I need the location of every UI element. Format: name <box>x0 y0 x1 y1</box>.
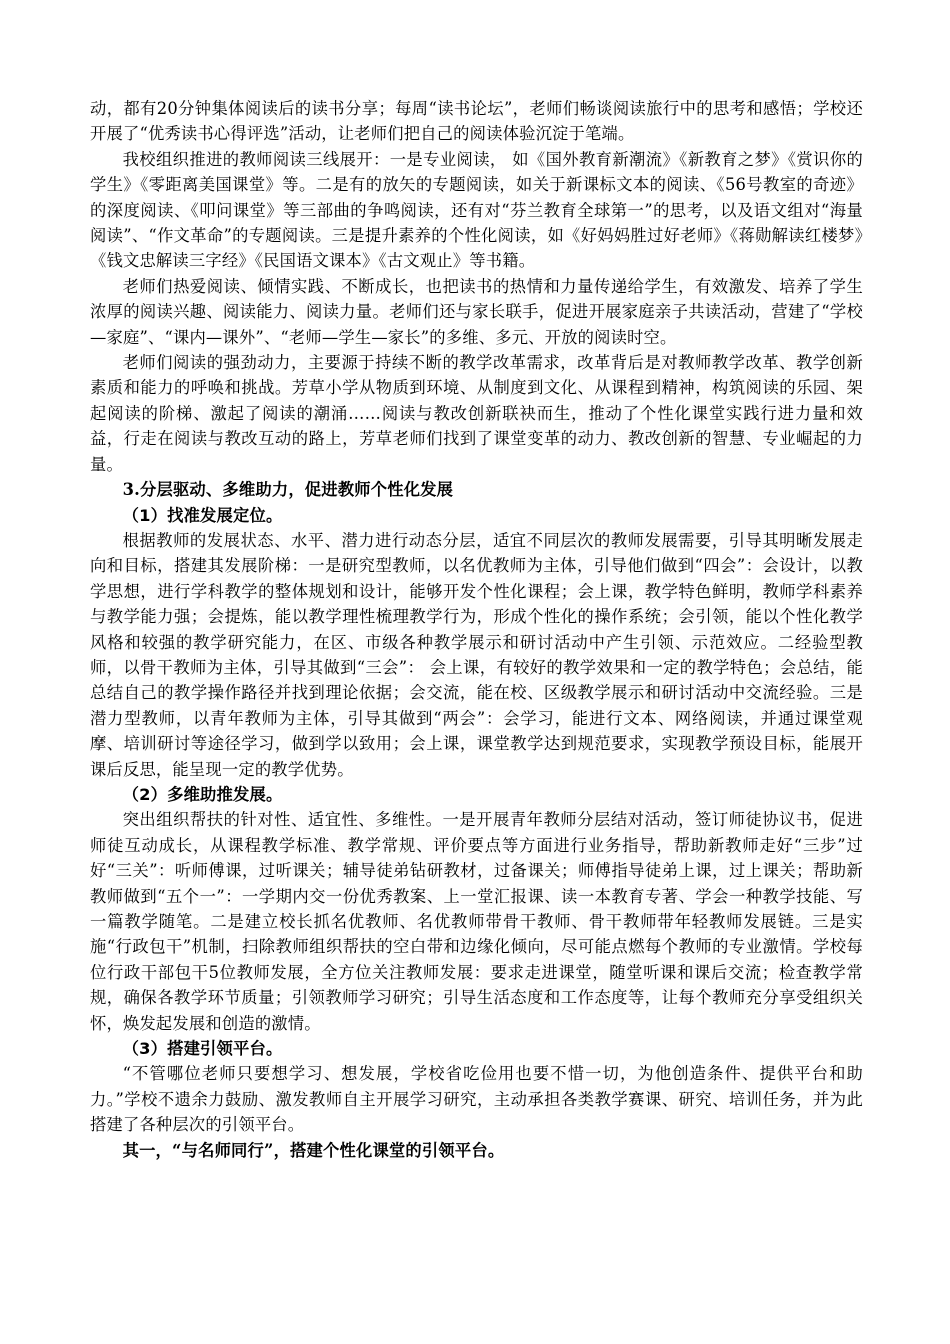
paragraph-mentoring: 突出组织帮扶的针对性、适宜性、多维性。一是开展青年教师分层结对活动，签订师徒协议书，促进师徒互动成长，从课程教学标准、教学常规、评价要点等方面进行业务指导，帮助新教师走好“三步”过好“三关”：听师傅课，过听课关；辅导徒弟钻研教材，过备课关；师傅指导徒弟上课，过上课关；帮助新教师做到“五个一”：一学期内交一份优秀教案、上一堂汇报课、读一本教育专著、学会一种教学技能、写一篇教学随笔。二是建立校长抓名优教师、名优教师带骨干教师、骨干教师带年轻教师发展链。三是实施“行政包干”机制，扫除教师组织帮扶的空白带和边缘化倾向，尽可能点燃每个教师的专业激情。学校每位行政干部包干5位教师发展，全方位关注教师发展：要求走进课堂，随堂听课和课后交流；检查教学常规，确保各教学环节质量；引领教师学习研究；引导生活态度和工作态度等，让每个教师充分享受组织关怀，焕发起发展和创造的激情。 <box>90 810 863 1033</box>
paragraph-reading-lines: 我校组织推进的教师阅读三线展开：一是专业阅读， 如《国外教育新潮流》《新教育之梦》《赏识你的学生》《零距离美国课堂》等。二是有的放矢的专题阅读，如关于新课标文本的阅读、《56号教室的奇迹》的深度阅读、《叩问课堂》等三部曲的争鸣阅读，还有对“芬兰教育全球第一”的思考，以及语文组对“海量阅读”、“作文革命”的专题阅读。三是提升素养的个性化阅读，如《好妈妈胜过好老师》《蒋勋解读红楼梦》《钱文忠解读三字经》《民国语文课本》《古文观止》等书籍。 <box>90 149 863 271</box>
subheading-leading-platform: （3）搭建引领平台。 <box>122 1039 283 1059</box>
paragraph-reading-passion: 老师们热爱阅读、倾情实践、不断成长，也把读书的热情和力量传递给学生，有效激发、培养了学生浓厚的阅读兴趣、阅读能力、阅读力量。老师们还与家长联手，促进开展家庭亲子共读活动，营建了“学校—家庭”、“课内—课外”、“老师—学生—家长”的多维、多元、开放的阅读时空。 <box>90 276 863 347</box>
paragraph-reading-activities: 动，都有20分钟集体阅读后的读书分享；每周“读书论坛”，老师们畅谈阅读旅行中的思考和感悟；学校还开展了“优秀读书心得评选”活动，让老师们把自己的阅读体验沉淀于笔端。 <box>90 99 863 144</box>
paragraph-reform-drive: 老师们阅读的强劲动力，主要源于持续不断的教学改革需求，改革背后是对教师教学改革、教学创新素质和能力的呼唤和挑战。芳草小学从物质到环境、从制度到文化、从课程到精神，构筑阅读的乐园、架起阅读的阶梯、激起了阅读的潮涌……阅读与教改创新联袂而生，推动了个性化课堂实践行进力量和效益，行走在阅读与教改互动的路上，芳草老师们找到了课堂变革的动力、教改创新的智慧、专业崛起的力量。 <box>90 353 863 474</box>
subheading-multidimensional-support: （2）多维助推发展。 <box>122 784 283 804</box>
paragraph-platform-support: “不管哪位老师只要想学习、想发展，学校省吃俭用也要不惜一切，为他创造条件、提供平台和助力。”学校不遗余力鼓励、激发教师自主开展学习研究，主动承担各类教学赛课、研究、培训任务，并为此搭建了各种层次的引领平台。 <box>90 1064 863 1135</box>
paragraph-teacher-tiers: 根据教师的发展状态、水平、潜力进行动态分层，适宜不同层次的教师发展需要，引导其明晰发展走向和目标，搭建其发展阶梯：一是研究型教师，以名优教师为主体，引导他们做到“四会”：会设计，以教学思想，进行学科教学的整体规划和设计，能够开发个性化课程；会上课，教学特色鲜明，教师学科素养与教学能力强；会提炼，能以教学理性梳理教学行为，形成个性化的操作系统；会引领，能以个性化教学风格和较强的教学研究能力，在区、市级各种教学展示和研讨活动中产生引领、示范效应。二经验型教师，以骨干教师为主体，引导其做到“三会”： 会上课，有较好的教学效果和一定的教学特色；会总结，能总结自己的教学操作路径并找到理论依据；会交流，能在校、区级教学展示和研讨活动中交流经验。三是潜力型教师，以青年教师为主体，引导其做到“两会”：会学习，能进行文本、网络阅读，并通过课堂观摩、培训研讨等途径学习，做到学以致用；会上课，课堂教学达到规范要求，实现教学预设目标，能展开课后反思，能呈现一定的教学优势。 <box>90 530 863 779</box>
subheading-positioning: （1）找准发展定位。 <box>122 505 283 525</box>
paragraph-famous-teacher-platform: 其一，“与名师同行”，搭建个性化课堂的引领平台。 <box>122 1140 505 1160</box>
document-page <box>90 96 863 1163</box>
section-heading-layered-development: 3.分层驱动、多维助力，促进教师个性化发展 <box>122 480 454 500</box>
